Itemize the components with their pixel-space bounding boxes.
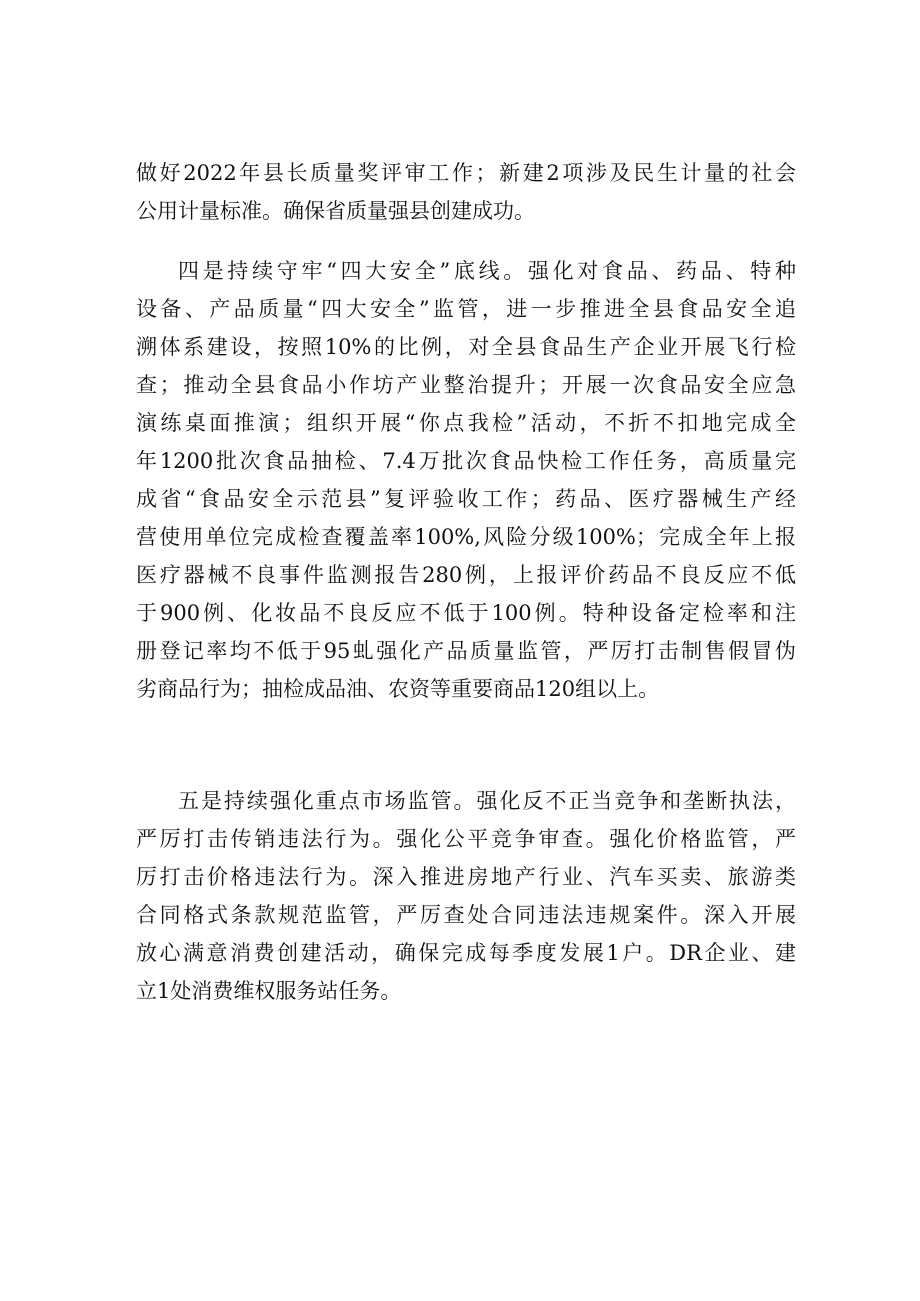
paragraph-line: 四是持续守牢“四大安全”底线。强化对食品、药品、特种 [178,259,796,283]
paragraph-line: 医疗器械不良事件监测报告280例，上报评价药品不良反应不低 [136,563,796,587]
paragraph-market-supervision [136,782,796,1010]
paragraph-line: 查；推动全县食品小作坊产业整治提升；开展一次食品安全应急 [136,373,796,397]
paragraph-line: 放心满意消费创建活动，确保完成每季度发展1户。DR企业、建 [136,941,796,965]
paragraph-line: 五是持续强化重点市场监管。强化反不正当竞争和垄断执法， [178,789,796,813]
paragraph-line: 设备、产品质量“四大安全”监管，进一步推进全县食品安全追 [136,297,796,321]
paragraph-line: 做好2022年县长质量奖评审工作；新建2项涉及民生计量的社会 [136,161,796,185]
paragraph-line: 册登记率均不低于95虬强化产品质量监管，严厉打击制售假冒伪 [136,639,796,663]
paragraph-line: 演练桌面推演；组织开展“你点我检”活动，不折不扣地完成全 [136,411,796,435]
paragraph-quality-award [136,154,796,230]
paragraph-line: 厉打击价格违法行为。深入推进房地产行业、汽车买卖、旅游类 [136,865,796,889]
paragraph-line: 溯体系建设，按照10%的比例，对全县食品生产企业开展飞行检 [136,335,796,359]
paragraph-line: 劣商品行为；抽检成品油、农资等重要商品120组以上。 [136,677,660,701]
paragraph-line: 立1处消费维权服务站任务。 [136,979,402,1003]
paragraph-line: 合同格式条款规范监管，严厉查处合同违法违规案件。深入开展 [136,903,796,927]
paragraph-line: 成省“食品安全示范县”复评验收工作；药品、医疗器械生产经 [136,487,796,511]
paragraph-line: 于900例、化妆品不良反应不低于100例。特种设备定检率和注 [136,601,796,625]
paragraph-line: 公用计量标准。确保省质量强县创建成功。 [136,199,535,223]
paragraph-line: 营使用单位完成检查覆盖率100%,风险分级100%；完成全年上报 [136,525,796,549]
paragraph-line: 严厉打击传销违法行为。强化公平竞争审查。强化价格监管，严 [136,827,796,851]
paragraph-four-safety [136,252,796,708]
paragraph-line: 年1200批次食品抽检、7.4万批次食品快检工作任务，高质量完 [136,449,796,473]
